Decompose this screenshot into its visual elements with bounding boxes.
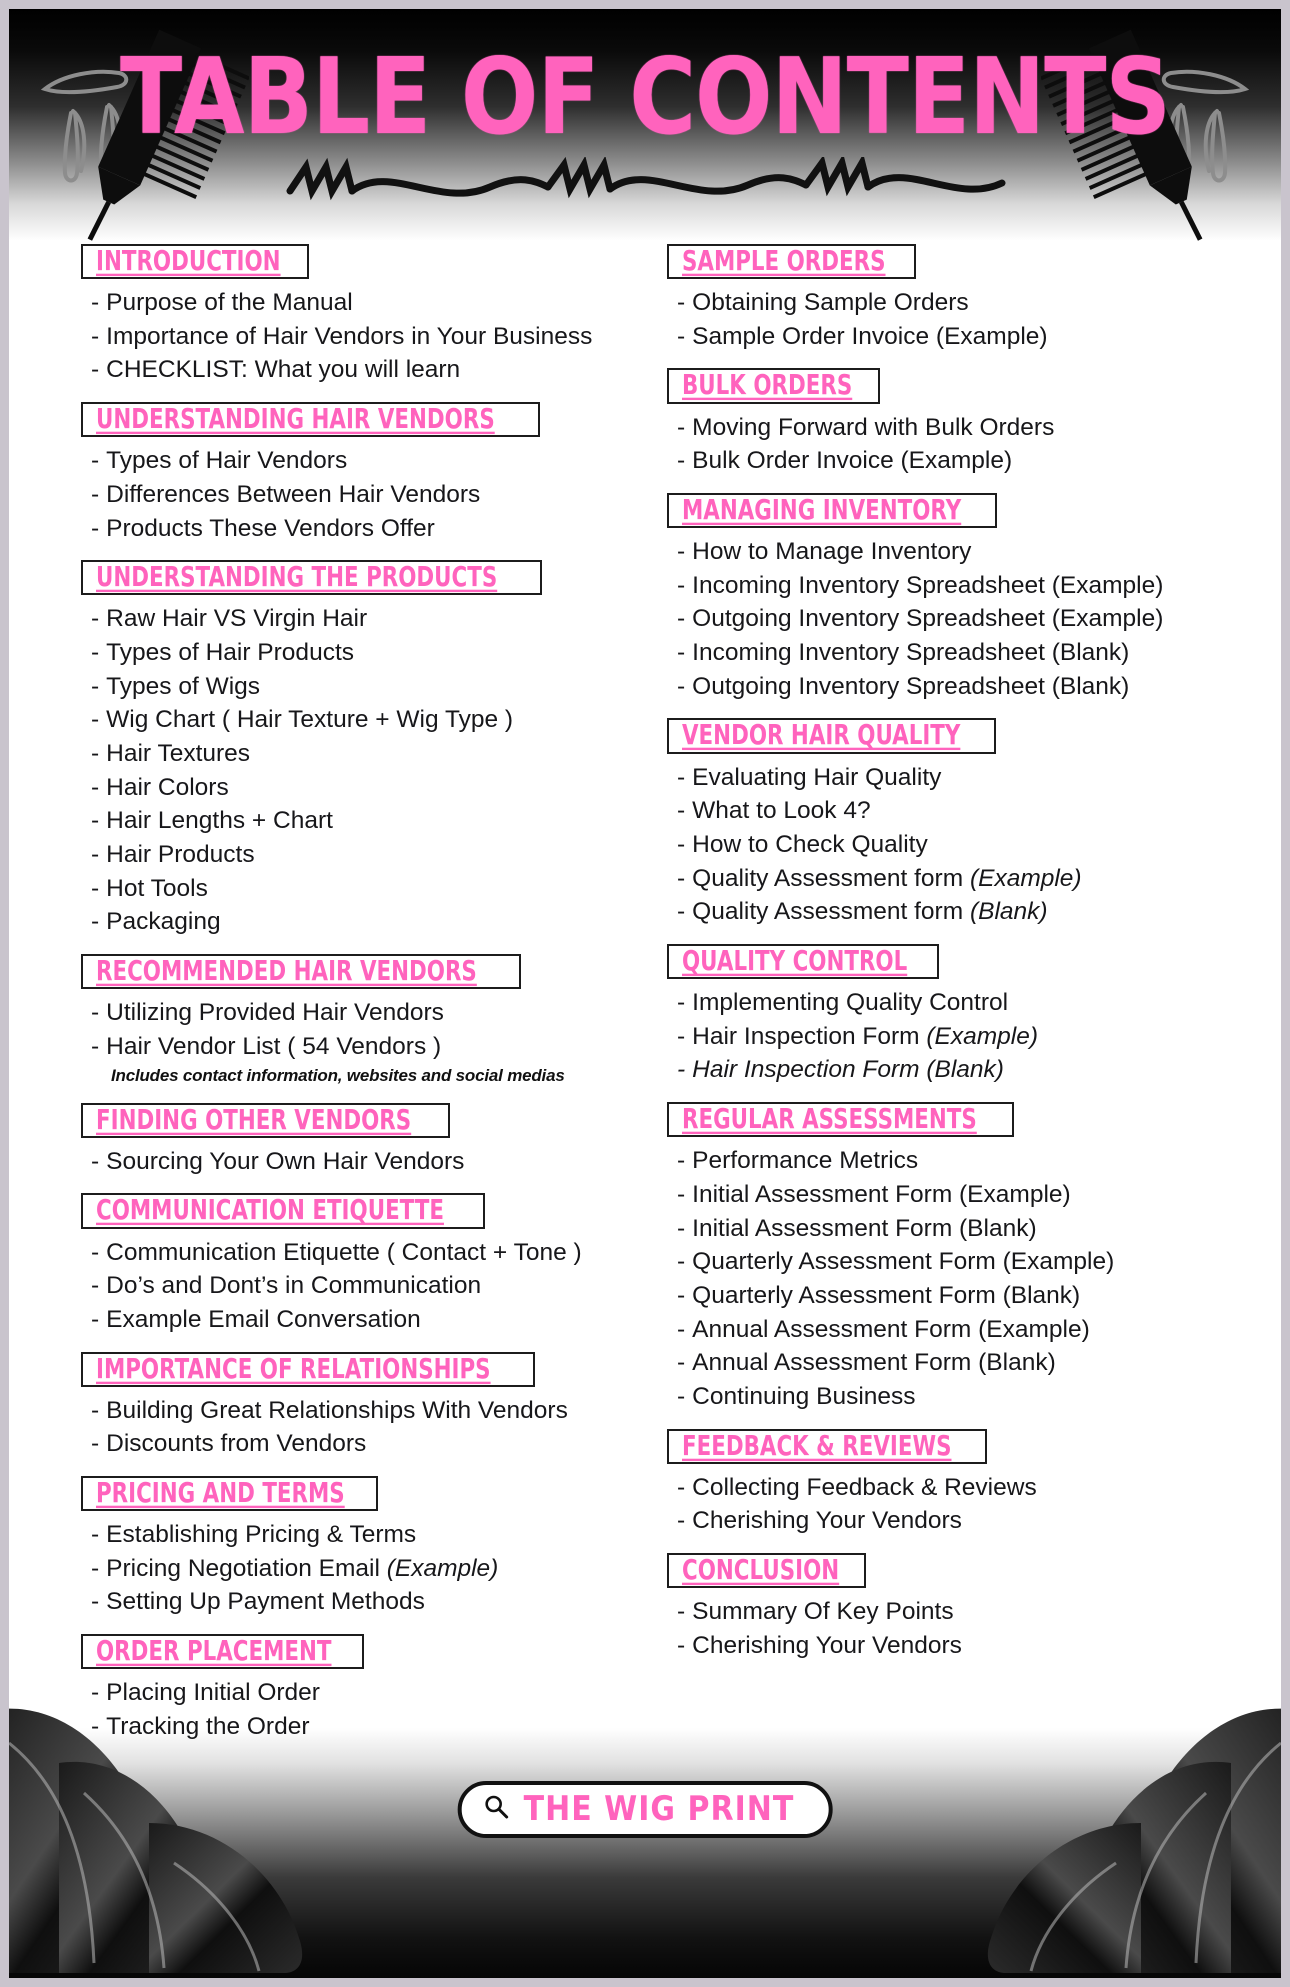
toc-item-label: Communication Etiquette ( Contact + Tone ) (106, 1238, 582, 1266)
toc-item-label: Initial Assessment Form (Blank) (692, 1214, 1037, 1242)
toc-item-label: Establishing Pricing & Terms (106, 1521, 417, 1549)
toc-item-label: Cherishing Your Vendors (692, 1631, 962, 1659)
toc-item-label: Purpose of the Manual (106, 289, 353, 317)
toc-item[interactable] (81, 1552, 639, 1586)
bullet-dash: - (91, 1712, 100, 1740)
toc-item[interactable] (81, 771, 639, 805)
bullet-dash: - (677, 1349, 686, 1377)
toc-item[interactable] (667, 1313, 1257, 1347)
toc-item[interactable] (81, 636, 639, 670)
toc-item-qualifier: (Blank) (969, 898, 1048, 926)
toc-section-finding-other-vendors (81, 1090, 639, 1179)
toc-item-label: Placing Initial Order (106, 1679, 320, 1707)
toc-item-label: Cherishing Your Vendors (692, 1507, 962, 1535)
toc-item-label: Types of Wigs (106, 672, 261, 700)
toc-section-communication-etiquette (81, 1180, 639, 1336)
toc-section-understanding-the-products (81, 547, 639, 939)
bullet-dash: - (677, 1473, 686, 1501)
bullet-dash: - (677, 672, 686, 700)
toc-item-label: Hair Inspection Form (Blank) (692, 1056, 1004, 1084)
bullet-dash: - (677, 830, 686, 858)
bullet-dash: - (91, 908, 100, 936)
toc-item-label: Do’s and Dont’s in Communication (106, 1272, 482, 1300)
toc-item-label: Hair Vendor List ( 54 Vendors ) (106, 1032, 442, 1060)
bullet-dash: - (677, 1598, 686, 1626)
toc-item-label: Annual Assessment Form (Example) (692, 1315, 1090, 1343)
toc-section-understanding-hair-vendors (81, 389, 639, 545)
toc-item-label: Building Great Relationships With Vendors (106, 1396, 568, 1424)
section-heading-label: PRICING AND TERMS (96, 1478, 345, 1510)
bullet-dash: - (677, 289, 686, 317)
toc-item[interactable] (667, 794, 1257, 828)
toc-item[interactable] (81, 1303, 639, 1337)
toc-item-label: Hair Inspection Form (692, 1022, 927, 1050)
toc-item-label: Hot Tools (106, 874, 208, 902)
toc-item-label: Performance Metrics (692, 1147, 919, 1175)
toc-item-label: Collecting Feedback & Reviews (692, 1473, 1037, 1501)
bullet-dash: - (91, 874, 100, 902)
toc-item-label: Continuing Business (692, 1382, 916, 1410)
toc-item[interactable] (667, 602, 1257, 636)
toc-section-pricing-and-terms (81, 1463, 639, 1619)
toc-item-label: Raw Hair VS Virgin Hair (106, 605, 368, 633)
toc-item[interactable] (667, 286, 1257, 320)
search-icon (484, 1794, 510, 1825)
bullet-dash: - (91, 289, 100, 317)
toc-item-label: Types of Hair Vendors (106, 447, 348, 475)
toc-item[interactable] (81, 703, 639, 737)
toc-item[interactable] (667, 828, 1257, 862)
toc-item[interactable] (667, 1245, 1257, 1279)
page-title-area (9, 36, 1281, 212)
toc-item[interactable] (667, 1595, 1257, 1629)
section-heading-label: BULK ORDERS (682, 371, 853, 402)
toc-item-qualifier: (Example) (969, 864, 1082, 892)
toc-item[interactable] (667, 1471, 1257, 1505)
toc-section-regular-assessments (667, 1089, 1257, 1414)
toc-item[interactable] (81, 444, 639, 478)
section-heading-label: INTRODUCTION (96, 246, 281, 278)
squiggle-divider-icon (9, 157, 1281, 212)
toc-item-label: Differences Between Hair Vendors (106, 480, 481, 508)
toc-item[interactable] (667, 1053, 1257, 1087)
bullet-dash: - (677, 322, 686, 350)
section-heading-label: MANAGING INVENTORY (682, 495, 962, 527)
bullet-dash: - (677, 864, 686, 892)
toc-item-label: Packaging (106, 908, 221, 936)
toc-item-label: Initial Assessment Form (Example) (692, 1180, 1071, 1208)
toc-item-label: Evaluating Hair Quality (692, 763, 942, 791)
toc-item-label: Hair Products (106, 841, 255, 869)
section-heading-box[interactable] (667, 368, 880, 403)
bullet-dash: - (677, 763, 686, 791)
toc-item-label: Wig Chart ( Hair Texture + Wig Type ) (106, 706, 514, 734)
toc-item[interactable] (667, 320, 1257, 354)
section-heading-box[interactable] (667, 244, 916, 279)
bullet-dash: - (677, 538, 686, 566)
toc-right-column (645, 231, 1263, 1746)
toc-item[interactable] (667, 1629, 1257, 1663)
toc-item-label: Types of Hair Products (106, 639, 354, 667)
toc-item[interactable] (81, 838, 639, 872)
toc-section-recommended-hair-vendors (81, 941, 639, 1087)
section-heading-label: RECOMMENDED HAIR VENDORS (96, 956, 477, 988)
bullet-dash: - (91, 639, 100, 667)
section-heading-box[interactable] (81, 244, 309, 279)
toc-item-qualifier: (Example) (926, 1022, 1038, 1050)
toc-item-label: Incoming Inventory Spreadsheet (Example) (692, 571, 1164, 599)
section-heading-label: IMPORTANCE OF RELATIONSHIPS (96, 1354, 491, 1385)
toc-item[interactable] (667, 444, 1257, 478)
bullet-dash: - (677, 447, 686, 475)
toc-item[interactable] (81, 1394, 639, 1428)
bullet-dash: - (91, 841, 100, 869)
bullet-dash: - (91, 356, 100, 384)
section-heading-label: FINDING OTHER VENDORS (96, 1105, 412, 1136)
toc-item-label: Setting Up Payment Methods (106, 1588, 425, 1616)
bullet-dash: - (91, 706, 100, 734)
toc-item-label: Quarterly Assessment Form (Example) (692, 1248, 1115, 1276)
toc-item[interactable] (667, 636, 1257, 670)
toc-item-label: Incoming Inventory Spreadsheet (Blank) (692, 639, 1130, 667)
toc-section-vendor-hair-quality (667, 705, 1257, 928)
bullet-dash: - (677, 1056, 686, 1084)
toc-item-label: Discounts from Vendors (106, 1430, 367, 1458)
bullet-dash: - (677, 605, 686, 633)
toc-item-label: Obtaining Sample Orders (692, 289, 969, 317)
toc-section-conclusion (667, 1540, 1257, 1662)
bullet-dash: - (677, 413, 686, 441)
toc-item[interactable] (81, 1676, 639, 1710)
section-heading-box[interactable] (81, 560, 542, 595)
bullet-dash: - (677, 639, 686, 667)
toc-columns (9, 231, 1281, 1746)
section-heading-label: ORDER PLACEMENT (96, 1636, 332, 1668)
toc-item[interactable] (81, 1269, 639, 1303)
toc-item-label: Quality Assessment form (692, 898, 970, 926)
section-heading-label: FEEDBACK & REVIEWS (682, 1431, 952, 1462)
bullet-dash: - (91, 605, 100, 633)
toc-item[interactable] (667, 1279, 1257, 1313)
section-heading-label: UNDERSTANDING HAIR VENDORS (96, 404, 495, 436)
bullet-dash: - (91, 447, 100, 475)
toc-item[interactable] (667, 569, 1257, 603)
bullet-dash: - (91, 1679, 100, 1707)
toc-item-label: How to Manage Inventory (692, 538, 972, 566)
bullet-dash: - (91, 514, 100, 542)
bullet-dash: - (91, 807, 100, 835)
section-heading-box[interactable] (667, 493, 997, 528)
toc-item-label: Implementing Quality Control (692, 989, 1009, 1017)
toc-item[interactable] (667, 1020, 1257, 1054)
toc-item-label: Outgoing Inventory Spreadsheet (Example) (692, 605, 1164, 633)
bullet-dash: - (91, 1554, 100, 1582)
section-heading-box[interactable] (81, 1103, 450, 1138)
section-heading-box[interactable] (667, 1102, 1014, 1137)
bullet-dash: - (91, 1272, 100, 1300)
toc-item[interactable] (81, 872, 639, 906)
toc-item-label: Example Email Conversation (106, 1305, 421, 1333)
toc-left-column (27, 231, 645, 1746)
section-heading-box[interactable] (81, 1634, 364, 1669)
bullet-dash: - (91, 1588, 100, 1616)
toc-item-label: Products These Vendors Offer (106, 514, 435, 542)
section-heading-box[interactable] (667, 1553, 866, 1588)
bullet-dash: - (677, 1214, 686, 1242)
toc-item[interactable] (81, 1236, 639, 1270)
section-heading-box[interactable] (81, 1193, 485, 1228)
toc-item[interactable] (667, 862, 1257, 896)
toc-item[interactable] (667, 535, 1257, 569)
toc-item-label: Outgoing Inventory Spreadsheet (Blank) (692, 672, 1130, 700)
toc-item[interactable] (667, 1346, 1257, 1380)
toc-section-quality-control (667, 931, 1257, 1087)
bullet-dash: - (91, 1147, 100, 1175)
toc-item-label: Sample Order Invoice (Example) (692, 322, 1048, 350)
bullet-dash: - (677, 1022, 686, 1050)
bullet-dash: - (677, 1315, 686, 1343)
toc-item-label: How to Check Quality (692, 830, 928, 858)
section-heading-box[interactable] (667, 718, 996, 753)
toc-item[interactable] (81, 737, 639, 771)
bullet-dash: - (677, 571, 686, 599)
toc-item[interactable] (667, 670, 1257, 704)
toc-item-label: Annual Assessment Form (Blank) (692, 1349, 1056, 1377)
section-heading-label: VENDOR HAIR QUALITY (682, 720, 961, 752)
toc-item-label: Bulk Order Invoice (Example) (692, 447, 1013, 475)
toc-item[interactable] (81, 996, 639, 1030)
toc-item[interactable] (81, 905, 639, 939)
bullet-dash: - (677, 1147, 686, 1175)
toc-item-label: Hair Textures (106, 740, 251, 768)
toc-item-label: Sourcing Your Own Hair Vendors (106, 1147, 465, 1175)
toc-item[interactable] (81, 670, 639, 704)
bullet-dash: - (91, 1430, 100, 1458)
toc-item[interactable] (667, 986, 1257, 1020)
bullet-dash: - (677, 898, 686, 926)
bullet-dash: - (91, 1238, 100, 1266)
toc-item-label: Moving Forward with Bulk Orders (692, 413, 1055, 441)
bullet-dash: - (91, 1305, 100, 1333)
toc-item[interactable] (81, 1145, 639, 1179)
bullet-dash: - (91, 1521, 100, 1549)
toc-item[interactable] (667, 1212, 1257, 1246)
toc-item[interactable] (81, 512, 639, 546)
section-heading-label: COMMUNICATION ETIQUETTE (96, 1195, 444, 1227)
bullet-dash: - (91, 480, 100, 508)
toc-item-label: Importance of Hair Vendors in Your Business (106, 322, 593, 350)
toc-item-label: Summary Of Key Points (692, 1598, 954, 1626)
toc-item[interactable] (81, 602, 639, 636)
bullet-dash: - (91, 773, 100, 801)
toc-item-qualifier: (Example) (386, 1554, 499, 1582)
bullet-dash: - (91, 322, 100, 350)
toc-item[interactable] (667, 761, 1257, 795)
toc-item[interactable] (81, 478, 639, 512)
toc-item[interactable] (81, 353, 639, 387)
section-heading-box[interactable] (81, 1476, 378, 1511)
section-heading-label: CONCLUSION (682, 1555, 840, 1587)
bullet-dash: - (677, 1382, 686, 1410)
section-heading-box[interactable] (81, 954, 521, 989)
section-heading-label: REGULAR ASSESSMENTS (682, 1104, 977, 1136)
bullet-dash: - (677, 989, 686, 1017)
toc-item[interactable] (667, 895, 1257, 929)
bullet-dash: - (677, 1180, 686, 1208)
bullet-dash: - (677, 1631, 686, 1659)
toc-item-label: Tracking the Order (106, 1712, 310, 1740)
toc-item[interactable] (81, 286, 639, 320)
toc-item[interactable] (81, 1710, 639, 1744)
toc-item-label: CHECKLIST: What you will learn (106, 356, 461, 384)
toc-item[interactable] (81, 320, 639, 354)
page-title: TABLE OF CONTENTS (120, 36, 1170, 159)
toc-item-label: Utilizing Provided Hair Vendors (106, 999, 444, 1027)
section-heading-box[interactable] (81, 1352, 535, 1387)
toc-section-sample-orders (667, 231, 1257, 353)
toc-item[interactable] (667, 1144, 1257, 1178)
toc-item-label: Quarterly Assessment Form (Blank) (692, 1281, 1081, 1309)
toc-section-feedback-reviews (667, 1416, 1257, 1538)
section-heading-label: SAMPLE ORDERS (682, 246, 886, 278)
toc-section-introduction (81, 231, 639, 387)
toc-section-bulk-orders (667, 355, 1257, 477)
toc-item[interactable] (667, 411, 1257, 445)
toc-item[interactable] (81, 804, 639, 838)
bullet-dash: - (91, 1032, 100, 1060)
toc-section-importance-of-relationships (81, 1339, 639, 1461)
toc-item[interactable] (667, 1178, 1257, 1212)
toc-item-label: Hair Colors (106, 773, 229, 801)
section-heading-label: QUALITY CONTROL (682, 946, 908, 978)
toc-item-label: Hair Lengths + Chart (106, 807, 333, 835)
bullet-dash: - (91, 740, 100, 768)
section-heading-box[interactable] (667, 1429, 987, 1464)
toc-item[interactable] (667, 1380, 1257, 1414)
toc-item[interactable] (81, 1585, 639, 1619)
toc-item[interactable] (81, 1518, 639, 1552)
bullet-dash: - (677, 1281, 686, 1309)
toc-item[interactable] (667, 1504, 1257, 1538)
bullet-dash: - (91, 672, 100, 700)
toc-item[interactable] (81, 1030, 639, 1064)
toc-section-order-placement (81, 1621, 639, 1743)
brand-logo-pill[interactable] (458, 1781, 833, 1838)
section-heading-box[interactable] (667, 944, 939, 979)
section-heading-label: UNDERSTANDING THE PRODUCTS (96, 562, 498, 594)
toc-item-label: Quality Assessment form (692, 864, 970, 892)
toc-item[interactable] (81, 1427, 639, 1461)
brand-name: THE WIG PRINT (523, 1789, 795, 1830)
toc-item-label: Pricing Negotiation Email (106, 1554, 387, 1582)
section-heading-box[interactable] (81, 402, 540, 437)
bullet-dash: - (677, 1507, 686, 1535)
section-note: Includes contact information, websites and social medias (111, 1065, 565, 1085)
bullet-dash: - (91, 1396, 100, 1424)
bullet-dash: - (91, 999, 100, 1027)
bullet-dash: - (677, 1248, 686, 1276)
bullet-dash: - (677, 797, 686, 825)
toc-item-label: What to Look 4? (692, 797, 871, 825)
toc-section-managing-inventory (667, 480, 1257, 703)
